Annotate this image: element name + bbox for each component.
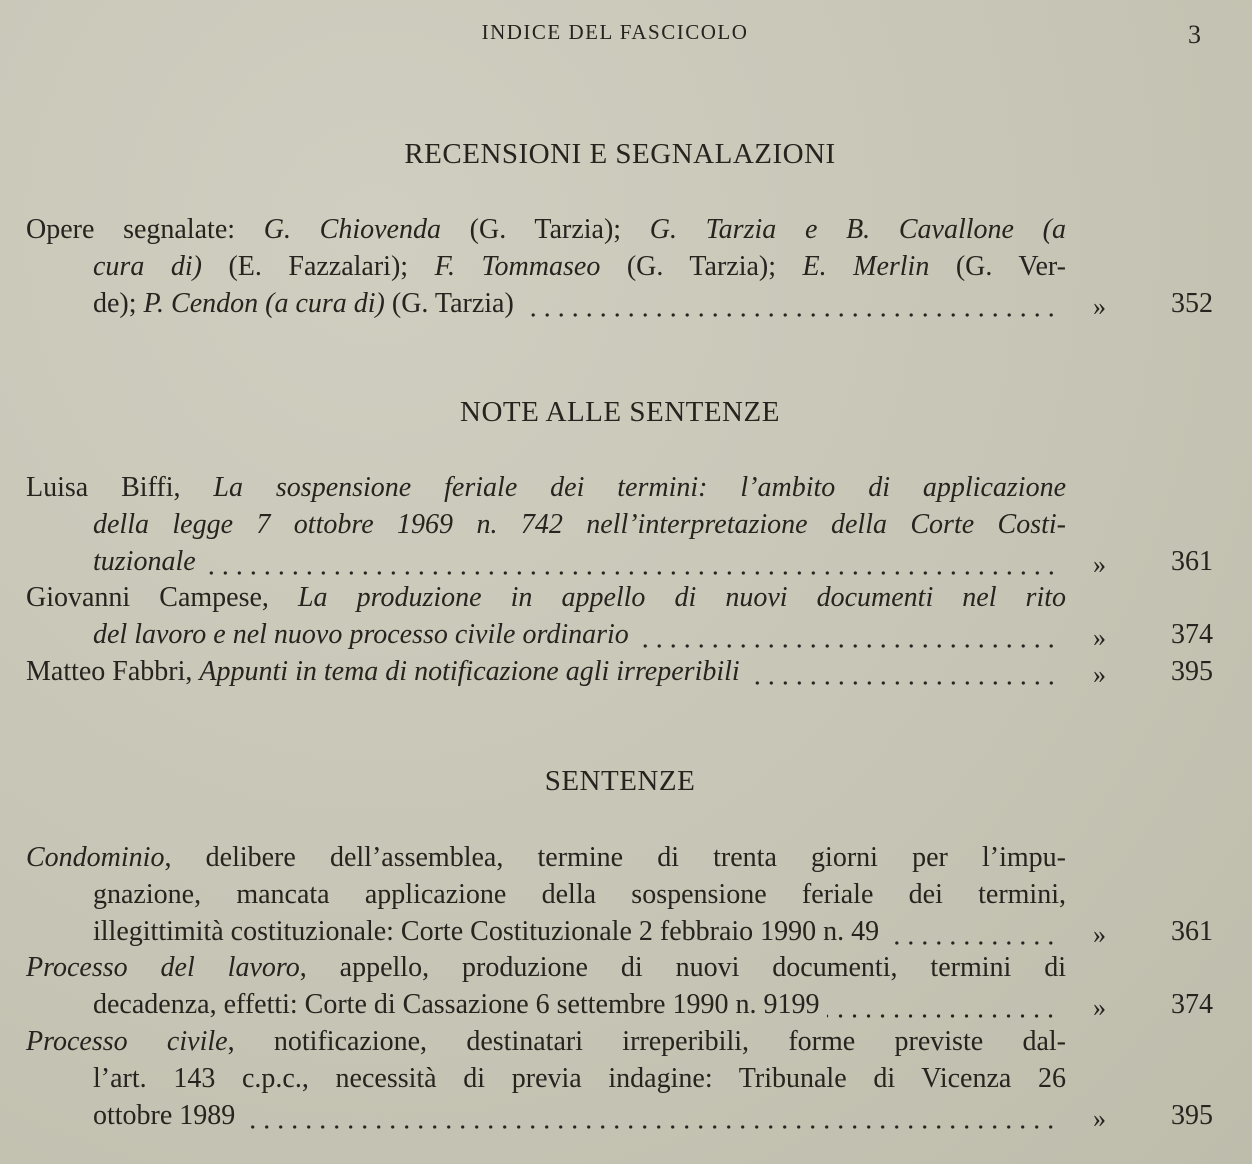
entry-text [26, 656, 740, 688]
page-reference: 395 [1171, 656, 1213, 687]
entry-text-segment: , appello, produzione di nuovi documenti, termini di [299, 952, 1066, 984]
entry-title-italic: La produzione in appello di nuovi documenti nel rito [297, 582, 1067, 614]
entry-text-segment: illegittimità costituzionale: Corte Costituzionale 2 febbraio 1990 n. 49 [93, 915, 880, 947]
page-reference: 374 [1171, 989, 1213, 1021]
entry-text-segment: , notificazione, destinatari irreperibili, forme previste dal- [227, 1026, 1066, 1057]
entry-title-italic: La sospensione feriale dei termini: l’ambito di applicazione [213, 472, 1066, 503]
entry-title-italic: Processo civile [26, 1026, 228, 1057]
toc-entry [26, 214, 1066, 250]
ditto-mark: » [1093, 660, 1106, 689]
entry-title-italic: del lavoro e nel nuovo processo civile ordinario [93, 619, 629, 651]
entry-text-segment: (G. Tarzia); [440, 214, 650, 245]
section-title: SENTENZE [544, 765, 696, 797]
entry-title-italic: della legge 7 ottobre 1969 n. 742 nell’interpretazione della Corte Costi- [93, 508, 1066, 540]
entry-text [26, 1026, 1066, 1058]
entry-text [93, 989, 819, 1021]
toc-entry [26, 952, 1066, 988]
entry-text [93, 251, 1066, 283]
entry-title-italic: F. Tommaseo [434, 250, 601, 282]
toc-entry-continuation [93, 509, 1066, 545]
dot-leader [637, 644, 1058, 648]
entry-text-segment: (G. Tarzia) [384, 287, 514, 319]
entry-text [26, 952, 1066, 984]
entry-text [26, 472, 1066, 504]
toc-entry [26, 472, 1066, 508]
toc-entry-continuation [93, 1063, 1066, 1099]
toc-entry-continuation [93, 989, 1066, 1025]
entry-title-italic: P. Cendon (a cura di) [143, 287, 385, 319]
entry-text [93, 1100, 235, 1132]
dot-leader [748, 681, 1058, 685]
toc-entry-continuation [93, 288, 1066, 324]
dot-leader [827, 1014, 1058, 1018]
toc-entry-continuation [93, 251, 1066, 287]
entry-text-segment: Giovanni Campese, [26, 582, 298, 614]
entry-title-italic: Processo del lavoro [26, 952, 300, 984]
ditto-mark: » [1093, 993, 1106, 1023]
dot-leader [522, 313, 1058, 317]
page-reference: 395 [1171, 1099, 1213, 1131]
entry-text [26, 582, 1066, 614]
dot-leader [243, 1125, 1058, 1129]
entry-title-italic: cura di) [93, 250, 202, 282]
entry-text [93, 288, 514, 320]
toc-entry-continuation [93, 546, 1066, 582]
page-reference: 361 [1171, 545, 1213, 577]
toc-entry [26, 1026, 1066, 1062]
entry-text-segment: Luisa Biffi, [26, 472, 214, 503]
entry-text-segment: (E. Fazzalari); [201, 250, 435, 282]
section-title: NOTE ALLE SENTENZE [460, 396, 780, 428]
toc-entry-continuation [93, 916, 1066, 952]
entry-text-segment: l’art. 143 c.p.c., necessità di previa indagine: Tribunale di Vicenza 26 [93, 1062, 1066, 1094]
dot-leader [887, 941, 1058, 945]
toc-entry [26, 656, 1066, 692]
entry-text-segment: Opere segnalate: [26, 214, 264, 245]
ditto-mark: » [1093, 623, 1106, 653]
entry-text [93, 1063, 1066, 1095]
entry-title-italic: Condominio [26, 842, 165, 873]
toc-entry [26, 582, 1066, 618]
entry-text [93, 879, 1066, 911]
entry-title-italic: G. Tarzia e B. Cavallone (a [649, 214, 1066, 245]
page-reference: 352 [1171, 287, 1213, 319]
entry-text-segment: decadenza, effetti: Corte di Cassazione 6 settembre 1990 n. 9199 [93, 989, 820, 1021]
entry-text-segment: Matteo Fabbri, [26, 656, 200, 687]
entry-text-segment: (G. Ver- [929, 250, 1066, 282]
entry-title-italic: G. Chiovenda [263, 214, 441, 245]
entry-title-italic: Appunti in tema di notificazione agli irreperibili [199, 656, 740, 687]
ditto-mark: » [1093, 1103, 1106, 1133]
ditto-mark: » [1093, 919, 1106, 949]
entry-text [93, 916, 879, 948]
entry-title-italic: tuzionale [93, 545, 196, 577]
ditto-mark: » [1093, 549, 1106, 579]
entry-text [93, 546, 196, 578]
entry-text [93, 619, 629, 651]
toc-entry-continuation [93, 879, 1066, 915]
entry-text [93, 509, 1066, 541]
entry-text [26, 214, 1066, 246]
running-header: INDICE DEL FASCICOLO [481, 20, 749, 44]
ditto-mark: » [1093, 291, 1106, 321]
entry-text-segment: ottobre 1989 [93, 1099, 236, 1131]
entry-text-segment: , delibere dell’assemblea, termine di trenta giorni per l’impu- [164, 842, 1066, 873]
entry-text [26, 842, 1066, 874]
page-reference: 361 [1171, 915, 1213, 947]
entry-text-segment: de); [93, 287, 144, 319]
dot-leader [204, 571, 1058, 575]
toc-entry-continuation [93, 619, 1066, 655]
page-reference: 374 [1171, 619, 1213, 651]
entry-text-segment: (G. Tarzia); [600, 250, 803, 282]
toc-entry [26, 842, 1066, 878]
page-number: 3 [1188, 20, 1201, 49]
toc-entry-continuation [93, 1100, 1066, 1136]
entry-title-italic: E. Merlin [802, 250, 930, 282]
entry-text-segment: gnazione, mancata applicazione della sospensione feriale dei termini, [93, 878, 1066, 910]
section-title: RECENSIONI E SEGNALAZIONI [404, 138, 836, 170]
